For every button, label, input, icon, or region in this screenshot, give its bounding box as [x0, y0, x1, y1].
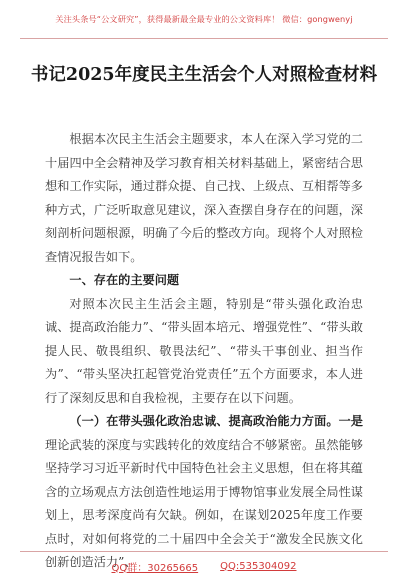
- qq-contact-link[interactable]: QQ:535304092: [220, 560, 297, 572]
- document-title: 书记2025年度民主生活会个人对照检查材料: [30, 65, 378, 85]
- subsection-text: 理论武装的深度与实践转化的效度结合不够紧密。虽然能够坚持学习习近平新时代中国特色社会主义思想，但在将其蕴含的立场观点方法创造性地运用于博物馆事业发展全局性谋划上，思考深度尚有欠缺。例如，在谋划2025年度工作要点时，对如何将党的二十届四中全会关于“激发全民族文化创新创造活力”、: [45, 437, 363, 569]
- bottom-banner: [20, 551, 388, 580]
- qq-group-link[interactable]: QQ群：30265665: [111, 562, 199, 574]
- section-paragraph: 对照本次民主生活会主题，特别是“带头强化政治忠诚、提高政治能力”、“带头固本培元、增强党性”、“带头敢提人民、敬畏组织、敬畏法纪”、“带头干事创业、担当作为”、“带头坚决扛起管党治党责任”五个方面要求，本人进行了深刻反思和自我检视，主要存在以下问题。: [45, 296, 363, 405]
- top-banner: [20, 0, 388, 39]
- subsection-heading: （一）在带头强化政治忠诚、提高政治能力方面。一是: [69, 414, 363, 428]
- section-heading: 一、存在的主要问题: [69, 273, 180, 287]
- intro-paragraph: 根据本次民主生活会主题要求，本人在深入学习党的二十届四中全会精神及学习教育相关材料基础上，紧密结合思想和工作实际，通过群众提、自己找、上级点、互相帮等多种方式，广泛听取意见建议，深入查摆自身存在的问题，深刻剖析问题根源，明确了今后的整改方向。现将个人对照检查情况报告如下。: [45, 132, 363, 264]
- document-body: [45, 128, 363, 575]
- subsection-paragraph: [45, 410, 363, 575]
- promo-banner-text: 关注头条号“公文研究”，获得最新最全最专业的公文资料库！ 微信：gongwenyj: [55, 13, 353, 24]
